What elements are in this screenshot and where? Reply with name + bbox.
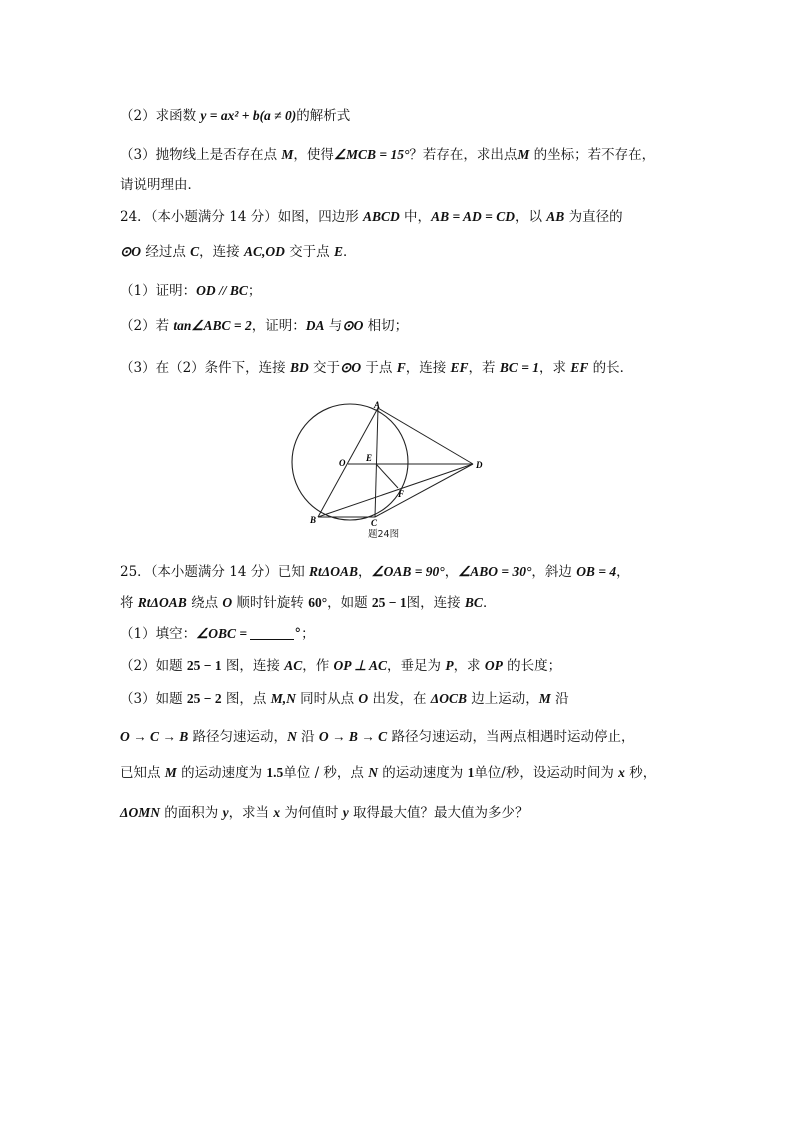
q23-part2: （2）求函数 y = ax² + b(a ≠ 0)的解析式: [120, 108, 351, 124]
q24-part3: （3）在（2）条件下，连接 BD 交于⊙O 于点 F，连接 EF，若 BC = 1，求 EF 的长．: [120, 360, 634, 376]
label-f: F: [398, 489, 405, 499]
q23-part3-cont: 请说明理由．: [120, 177, 201, 193]
circle-o: [292, 404, 408, 520]
q24-part2: （2）若 tan∠ABC = 2，证明：DA 与⊙O 相切；: [120, 318, 409, 334]
q25-part3: （3）如题 25 − 2 图，点 M,N 同时从点 O 出发，在 ΔOCB 边上运动，M 沿: [120, 691, 569, 707]
label-c: C: [371, 518, 378, 528]
q25-part3-cont2: 已知点 M 的运动速度为 1.5单位 / 秒，点 N 的运动速度为 1单位/秒，设运动时间为 x 秒，: [120, 765, 657, 781]
function-formula: y = ax² + b(a ≠ 0): [200, 108, 297, 123]
label-e: E: [366, 453, 373, 463]
figure-caption: 题24图: [368, 529, 400, 540]
q25-part3-cont3: ΔOMN 的面积为 y，求当 x 为何值时 y 取得最大值？最大值为多少？: [120, 805, 529, 821]
geometry-figure-24: [285, 400, 505, 528]
label-o: O: [339, 458, 346, 468]
segment-ad: [378, 408, 473, 464]
angle-mcb: ∠MCB = 15°: [333, 147, 410, 162]
segment-ac: [375, 408, 378, 517]
q23-part3: （3）抛物线上是否存在点 M，使得∠MCB = 15°？若存在，求出点M 的坐标；若不存在，: [120, 147, 656, 163]
segment-cd: [375, 464, 473, 517]
label-d: D: [476, 460, 483, 470]
q25-part3-cont1: O → C → B 路径匀速运动，N 沿 O → B → C 路径匀速运动，当两点相遇时运动停止，: [120, 729, 635, 745]
answer-blank[interactable]: [250, 625, 294, 640]
segment-ef: [376, 464, 398, 488]
segment-bd: [318, 464, 473, 517]
q24-intro-cont: ⊙O 经过点 C，连接 AC,OD 交于点 E．: [120, 244, 357, 260]
q25-intro-cont: 将 RtΔOAB 绕点 O 顺时针旋转 60°，如题 25 − 1图，连接 BC．: [120, 595, 497, 611]
q25-part1: （1）填空：∠OBC = °；: [120, 626, 315, 642]
q24-intro: 24．（本小题满分 14 分）如图，四边形 ABCD 中，AB = AD = CD，以 AB 为直径的: [120, 209, 623, 225]
q24-part1: （1）证明：OD // BC；: [120, 283, 262, 299]
label-b: B: [310, 515, 317, 525]
q25-intro: 25．（本小题满分 14 分）已知 RtΔOAB，∠OAB = 90°，∠ABO = 30°，斜边 OB = 4，: [120, 564, 630, 580]
label-a: A: [374, 400, 381, 410]
q25-part2: （2）如题 25 − 1 图，连接 AC，作 OP ⊥ AC，垂足为 P，求 OP 的长度；: [120, 658, 562, 674]
